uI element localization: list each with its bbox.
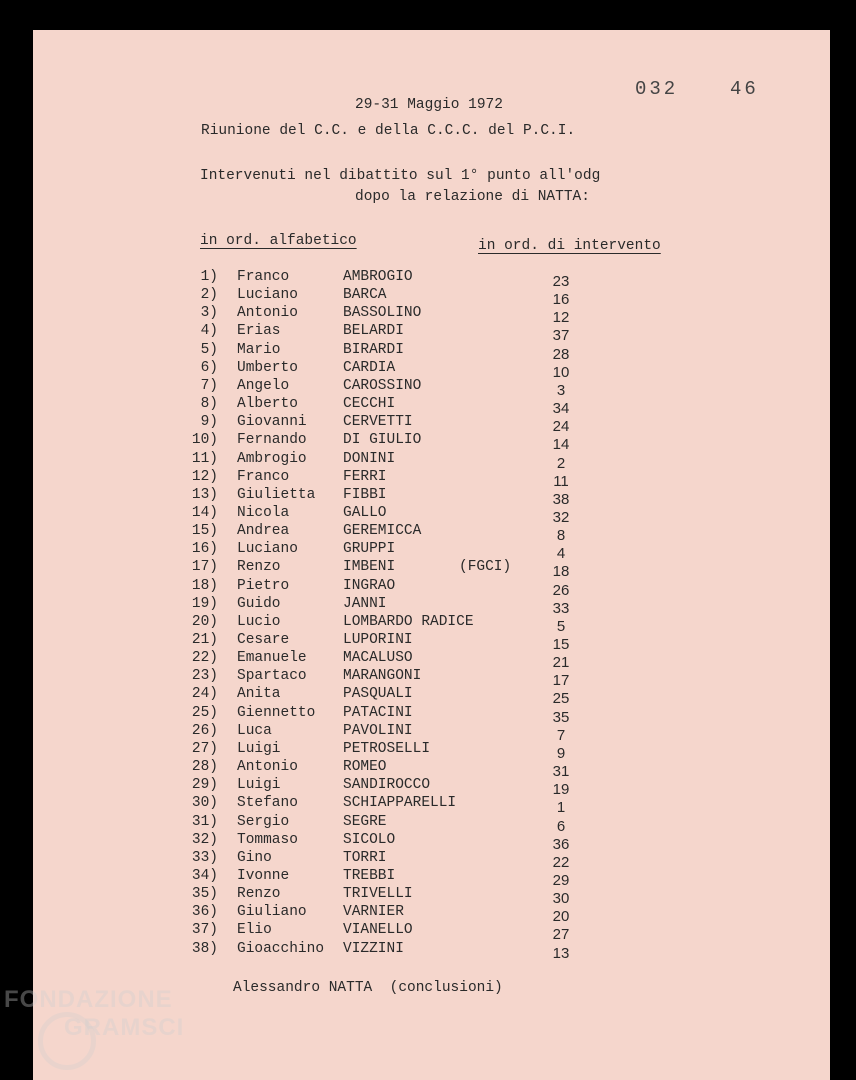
speaker-num: 15) <box>191 523 218 540</box>
speaker-row <box>33 631 830 653</box>
speaker-last: BELARDI <box>343 323 404 340</box>
speaker-last: IMBENI <box>343 559 396 576</box>
speaker-first: Stefano <box>237 795 298 812</box>
speaker-order: 33 <box>552 599 570 617</box>
speaker-row <box>33 268 830 290</box>
speaker-first: Fernando <box>237 432 307 449</box>
speaker-last: VIZZINI <box>343 940 404 957</box>
speaker-first: Giulietta <box>237 486 316 503</box>
speaker-num: 5) <box>200 341 218 358</box>
speaker-first: Giennetto <box>237 704 316 721</box>
speaker-row <box>33 431 830 454</box>
speaker-last: PASQUALI <box>343 686 413 703</box>
meeting-title: Riunione del C.C. e della C.C.C. del P.C.I. <box>201 123 576 139</box>
speaker-last: FERRI <box>343 468 387 485</box>
speaker-first: Emanuele <box>237 650 307 667</box>
speaker-order: 27 <box>552 926 570 944</box>
speaker-last: JANNI <box>343 595 387 612</box>
speaker-last: GEREMICCA <box>343 523 422 540</box>
speaker-first: Antonio <box>237 759 298 776</box>
speaker-first: Andrea <box>237 523 290 540</box>
speaker-num: 6) <box>200 359 218 376</box>
speaker-num: 34) <box>191 867 218 884</box>
speaker-num: 11) <box>191 450 218 467</box>
column-header-speaking-order: in ord. di intervento <box>478 238 661 254</box>
speaker-order: 20 <box>552 908 570 926</box>
speaker-row <box>33 685 830 708</box>
document-page <box>33 30 830 1080</box>
column-header-alphabetical: in ord. alfabetico <box>200 233 357 249</box>
speaker-last: PAVOLINI <box>343 722 413 739</box>
speaker-num: 29) <box>191 777 218 794</box>
speaker-num: 17) <box>191 559 218 576</box>
speaker-first: Umberto <box>237 359 298 376</box>
speaker-first: Renzo <box>237 559 281 576</box>
speaker-order: 1 <box>556 799 566 817</box>
speaker-last: DI GIULIO <box>343 432 422 449</box>
speaker-last: DONINI <box>343 450 396 467</box>
speaker-order: 19 <box>552 781 570 799</box>
speaker-last: INGRAO <box>343 577 396 594</box>
speaker-order: 4 <box>556 545 566 563</box>
speaker-order: 17 <box>552 672 570 690</box>
speaker-num: 12) <box>191 468 218 485</box>
speaker-first: Pietro <box>237 577 290 594</box>
speaker-last: LUPORINI <box>343 632 413 648</box>
speaker-order: 15 <box>552 636 570 653</box>
speaker-last: VARNIER <box>343 904 404 921</box>
speaker-num: 7) <box>200 377 218 394</box>
speaker-order: 29 <box>552 871 570 889</box>
watermark-line-2: GRAMSCI <box>64 1014 185 1041</box>
speaker-first: Franco <box>237 468 290 485</box>
speaker-row <box>33 776 830 799</box>
speaker-last: PETROSELLI <box>343 740 431 757</box>
speaker-last: SICOLO <box>343 831 396 848</box>
speaker-row <box>33 613 830 635</box>
speaker-num: 3) <box>200 305 218 322</box>
speaker-first: Renzo <box>237 886 281 903</box>
speaker-order: 10 <box>552 363 570 381</box>
speaker-first: Antonio <box>237 305 298 322</box>
speaker-last: SEGRE <box>343 813 387 830</box>
speaker-row <box>33 649 830 672</box>
speaker-order: 34 <box>552 400 570 418</box>
speaker-row <box>33 849 830 871</box>
speaker-num: 38) <box>191 940 218 957</box>
speaker-order: 28 <box>552 345 570 363</box>
closing-line: Alessandro NATTA (conclusioni) <box>233 980 503 996</box>
speaker-order: 5 <box>556 617 566 635</box>
watermark-logo-circle <box>38 1012 96 1070</box>
speaker-first: Giovanni <box>237 414 307 431</box>
speaker-order: 23 <box>552 273 570 290</box>
speaker-num: 1) <box>200 269 218 285</box>
speaker-num: 19) <box>191 595 218 612</box>
watermark-line-1: FONDAZIONE <box>4 986 173 1013</box>
speaker-last: TORRI <box>343 849 387 866</box>
speaker-order: 18 <box>552 563 570 581</box>
speaker-row <box>33 522 830 545</box>
subtitle-line-1: Intervenuti nel dibattito sul 1° punto all'odg <box>200 168 601 184</box>
speaker-last: PATACINI <box>343 704 413 721</box>
speaker-row <box>33 504 830 526</box>
speaker-first: Luigi <box>237 740 281 757</box>
speaker-num: 14) <box>191 504 218 521</box>
speaker-order: 22 <box>552 853 570 871</box>
speaker-row <box>33 867 830 889</box>
speaker-first: Nicola <box>237 504 290 521</box>
speaker-first: Alberto <box>237 396 298 413</box>
speaker-num: 24) <box>191 686 218 703</box>
speaker-num: 4) <box>200 323 218 340</box>
speaker-order: 30 <box>552 890 570 908</box>
speaker-last: TREBBI <box>343 867 396 884</box>
speaker-last: LOMBARDO RADICE <box>343 613 474 630</box>
speaker-first: Ivonne <box>237 867 290 884</box>
speaker-last: FIBBI <box>343 486 387 503</box>
speaker-row <box>33 377 830 399</box>
speaker-last: CAROSSINO <box>343 377 422 394</box>
speaker-first: Spartaco <box>237 668 307 685</box>
speaker-row <box>33 468 830 490</box>
speaker-row <box>33 813 830 835</box>
speaker-order: 24 <box>552 418 570 436</box>
speaker-last: BARCA <box>343 287 387 304</box>
speaker-order: 36 <box>552 835 570 853</box>
speaker-row <box>33 903 830 926</box>
speaker-last: CECCHI <box>343 396 396 413</box>
speaker-row <box>33 395 830 418</box>
speaker-num: 22) <box>191 650 218 667</box>
speaker-num: 27) <box>191 740 218 757</box>
speaker-order: 21 <box>552 654 570 672</box>
speaker-order: 25 <box>552 690 570 708</box>
speaker-first: Luciano <box>237 541 298 558</box>
speaker-first: Gioacchino <box>237 940 325 957</box>
speaker-first: Angelo <box>237 377 290 394</box>
speaker-order: 38 <box>552 490 570 508</box>
speaker-row <box>33 286 830 309</box>
speaker-row <box>33 486 830 508</box>
speaker-first: Giuliano <box>237 904 307 921</box>
speaker-order: 16 <box>552 291 570 309</box>
speaker-num: 26) <box>191 722 218 739</box>
speaker-order: 7 <box>556 726 566 744</box>
speaker-order: 37 <box>552 327 570 345</box>
speaker-num: 9) <box>200 414 218 431</box>
speaker-last: SCHIAPPARELLI <box>343 795 457 812</box>
speaker-num: 20) <box>191 613 218 630</box>
speaker-last: BASSOLINO <box>343 305 422 322</box>
speaker-first: Anita <box>237 686 281 703</box>
speaker-first: Lucio <box>237 613 281 630</box>
speaker-last: BIRARDI <box>343 341 404 358</box>
speaker-num: 32) <box>191 831 218 848</box>
speaker-last: CERVETTI <box>343 414 413 431</box>
speaker-row <box>33 577 830 599</box>
speaker-row <box>33 722 830 744</box>
speaker-row <box>33 322 830 345</box>
speaker-order: 26 <box>552 581 570 599</box>
speaker-num: 16) <box>191 541 218 558</box>
subtitle-line-2: dopo la relazione di NATTA: <box>355 189 590 205</box>
document-date: 29-31 Maggio 1972 <box>355 97 503 113</box>
speaker-last: ROMEO <box>343 759 387 776</box>
speaker-num: 10) <box>191 432 218 449</box>
speaker-last: GRUPPI <box>343 541 396 558</box>
speaker-row <box>33 885 830 908</box>
speaker-num: 13) <box>191 486 218 503</box>
speaker-note: (FGCI) <box>459 559 512 576</box>
speaker-first: Erias <box>237 323 281 340</box>
speaker-order: 35 <box>552 708 570 726</box>
speaker-num: 33) <box>191 849 218 866</box>
speaker-num: 25) <box>191 704 218 721</box>
speaker-num: 23) <box>191 668 218 685</box>
speaker-first: Gino <box>237 849 272 866</box>
speaker-order: 8 <box>556 527 566 545</box>
speaker-row <box>33 413 830 436</box>
speaker-last: TRIVELLI <box>343 886 413 903</box>
speaker-order: 9 <box>556 744 566 762</box>
speaker-row <box>33 558 830 581</box>
archive-ref-b: 46 <box>730 78 759 100</box>
speaker-first: Franco <box>237 269 290 285</box>
archive-ref-a: 032 <box>635 78 679 100</box>
speaker-row <box>33 940 830 962</box>
speaker-num: 2) <box>200 287 218 304</box>
speaker-last: AMBROGIO <box>343 269 413 285</box>
speaker-row <box>33 704 830 726</box>
speaker-first: Elio <box>237 922 272 939</box>
speaker-last: MARANGONI <box>343 668 422 685</box>
speaker-row <box>33 740 830 762</box>
speaker-last: SANDIROCCO <box>343 777 431 794</box>
speaker-first: Guido <box>237 595 281 612</box>
speaker-num: 28) <box>191 759 218 776</box>
speaker-num: 31) <box>191 813 218 830</box>
speaker-first: Tommaso <box>237 831 298 848</box>
speaker-order: 32 <box>552 508 570 526</box>
speaker-num: 35) <box>191 886 218 903</box>
speaker-order: 13 <box>552 944 570 962</box>
speaker-num: 30) <box>191 795 218 812</box>
speaker-order: 12 <box>552 309 570 327</box>
speaker-row <box>33 667 830 690</box>
speaker-num: 37) <box>191 922 218 939</box>
speaker-row <box>33 540 830 563</box>
speaker-row <box>33 341 830 363</box>
speaker-num: 18) <box>191 577 218 594</box>
speaker-order: 11 <box>553 472 569 490</box>
speaker-row <box>33 450 830 472</box>
speaker-row <box>33 304 830 327</box>
speaker-first: Luciano <box>237 287 298 304</box>
speaker-order: 3 <box>556 381 566 399</box>
speaker-first: Luigi <box>237 777 281 794</box>
speaker-order: 6 <box>556 817 566 835</box>
speaker-row <box>33 794 830 817</box>
speaker-first: Cesare <box>237 632 290 648</box>
speaker-last: MACALUSO <box>343 650 413 667</box>
speaker-order: 2 <box>556 454 566 472</box>
speaker-first: Luca <box>237 722 272 739</box>
speaker-row <box>33 758 830 781</box>
speaker-last: CARDIA <box>343 359 396 376</box>
speaker-first: Sergio <box>237 813 290 830</box>
speaker-last: GALLO <box>343 504 387 521</box>
speaker-num: 21) <box>191 632 218 648</box>
speaker-row <box>33 359 830 381</box>
speaker-num: 8) <box>200 396 218 413</box>
speaker-row <box>33 595 830 617</box>
speaker-row <box>33 921 830 944</box>
speaker-order: 14 <box>552 436 570 454</box>
speaker-last: VIANELLO <box>343 922 413 939</box>
speaker-first: Ambrogio <box>237 450 307 467</box>
speaker-num: 36) <box>191 904 218 921</box>
speaker-order: 31 <box>552 763 570 781</box>
speaker-row <box>33 831 830 853</box>
speaker-first: Mario <box>237 341 281 358</box>
